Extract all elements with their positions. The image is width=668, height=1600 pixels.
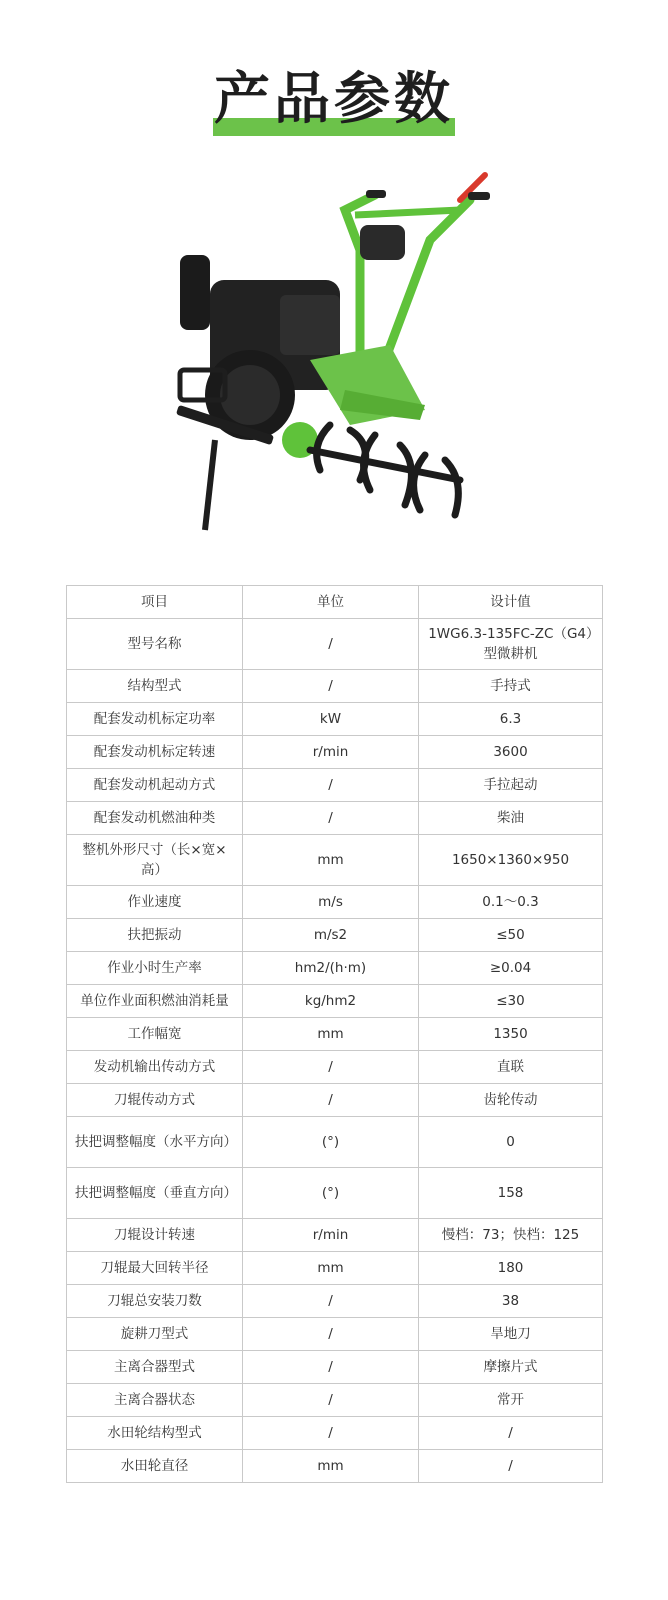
page-title: 产品参数 — [214, 67, 454, 132]
spec-item-cell: 作业速度 — [67, 886, 243, 919]
table-row — [67, 985, 603, 1018]
spec-table — [66, 585, 603, 1483]
spec-item-cell: 发动机输出传动方式 — [67, 1051, 243, 1084]
spec-unit-cell: (°) — [243, 1117, 419, 1168]
spec-value-cell: / — [419, 1417, 603, 1450]
spec-unit-cell: / — [243, 769, 419, 802]
spec-unit-cell: mm — [243, 1252, 419, 1285]
table-row — [67, 736, 603, 769]
spec-unit-cell: (°) — [243, 1168, 419, 1219]
spec-item-cell: 水田轮结构型式 — [67, 1417, 243, 1450]
spec-value-cell: 180 — [419, 1252, 603, 1285]
table-row — [67, 1219, 603, 1252]
spec-value-cell: 旱地刀 — [419, 1318, 603, 1351]
spec-item-cell: 扶把调整幅度（垂直方向） — [67, 1168, 243, 1219]
table-row — [67, 1051, 603, 1084]
spec-value-cell: 摩擦片式 — [419, 1351, 603, 1384]
spec-unit-cell: kW — [243, 703, 419, 736]
table-row — [67, 1318, 603, 1351]
spec-value-cell: / — [419, 1450, 603, 1483]
spec-unit-cell: / — [243, 670, 419, 703]
spec-value-cell: 设计值 — [419, 586, 603, 619]
spec-item-cell: 单位作业面积燃油消耗量 — [67, 985, 243, 1018]
spec-value-cell: 38 — [419, 1285, 603, 1318]
spec-item-cell: 配套发动机标定转速 — [67, 736, 243, 769]
spec-value-cell: 0.1～0.3 — [419, 886, 603, 919]
spec-item-cell: 主离合器状态 — [67, 1384, 243, 1417]
table-row — [67, 1285, 603, 1318]
spec-unit-cell: mm — [243, 1018, 419, 1051]
spec-table-body — [67, 586, 603, 1483]
table-row — [67, 835, 603, 886]
table-row — [67, 919, 603, 952]
spec-value-cell: 6.3 — [419, 703, 603, 736]
table-row — [67, 1417, 603, 1450]
spec-unit-cell: r/min — [243, 1219, 419, 1252]
spec-item-cell: 配套发动机燃油种类 — [67, 802, 243, 835]
spec-item-cell: 旋耕刀型式 — [67, 1318, 243, 1351]
table-row — [67, 1018, 603, 1051]
spec-unit-cell: m/s — [243, 886, 419, 919]
spec-unit-cell: / — [243, 619, 419, 670]
table-row — [67, 619, 603, 670]
spec-value-cell: 1350 — [419, 1018, 603, 1051]
table-row — [67, 670, 603, 703]
spec-unit-cell: / — [243, 1318, 419, 1351]
spec-value-cell: 手持式 — [419, 670, 603, 703]
spec-value-cell: ≤30 — [419, 985, 603, 1018]
spec-item-cell: 配套发动机起动方式 — [67, 769, 243, 802]
spec-value-cell: 慢档：73；快档：125 — [419, 1219, 603, 1252]
table-row — [67, 1084, 603, 1117]
spec-value-cell: 齿轮传动 — [419, 1084, 603, 1117]
spec-item-cell: 刀辊传动方式 — [67, 1084, 243, 1117]
spec-item-cell: 刀辊设计转速 — [67, 1219, 243, 1252]
spec-unit-cell: mm — [243, 835, 419, 886]
spec-unit-cell: / — [243, 802, 419, 835]
table-header-row — [67, 586, 603, 619]
spec-item-cell: 刀辊总安装刀数 — [67, 1285, 243, 1318]
table-row — [67, 1450, 603, 1483]
spec-value-cell: ≤50 — [419, 919, 603, 952]
spec-unit-cell: r/min — [243, 736, 419, 769]
table-row — [67, 802, 603, 835]
spec-unit-cell: hm2/(h·m) — [243, 952, 419, 985]
spec-unit-cell: / — [243, 1384, 419, 1417]
table-row — [67, 1117, 603, 1168]
spec-value-cell: 直联 — [419, 1051, 603, 1084]
spec-unit-cell: / — [243, 1351, 419, 1384]
table-row — [67, 1252, 603, 1285]
product-image — [170, 170, 500, 550]
spec-unit-cell: / — [243, 1285, 419, 1318]
spec-unit-cell: / — [243, 1417, 419, 1450]
spec-item-cell: 作业小时生产率 — [67, 952, 243, 985]
spec-value-cell: 158 — [419, 1168, 603, 1219]
spec-unit-cell: kg/hm2 — [243, 985, 419, 1018]
spec-value-cell: 3600 — [419, 736, 603, 769]
spec-unit-cell: m/s2 — [243, 919, 419, 952]
spec-item-cell: 扶把调整幅度（水平方向） — [67, 1117, 243, 1168]
table-row — [67, 952, 603, 985]
spec-item-cell: 型号名称 — [67, 619, 243, 670]
table-row — [67, 769, 603, 802]
spec-value-cell: 1WG6.3-135FC-ZC（G4）型微耕机 — [419, 619, 603, 670]
table-row — [67, 1384, 603, 1417]
spec-item-cell: 扶把振动 — [67, 919, 243, 952]
page-header — [0, 68, 668, 138]
spec-unit-cell: 单位 — [243, 586, 419, 619]
spec-unit-cell: mm — [243, 1450, 419, 1483]
spec-item-cell: 工作幅宽 — [67, 1018, 243, 1051]
spec-value-cell: ≥0.04 — [419, 952, 603, 985]
spec-item-cell: 项目 — [67, 586, 243, 619]
spec-item-cell: 整机外形尺寸（长×宽×高） — [67, 835, 243, 886]
spec-item-cell: 刀辊最大回转半径 — [67, 1252, 243, 1285]
table-row — [67, 886, 603, 919]
table-row — [67, 1168, 603, 1219]
spec-value-cell: 1650×1360×950 — [419, 835, 603, 886]
spec-value-cell: 手拉起动 — [419, 769, 603, 802]
spec-item-cell: 主离合器型式 — [67, 1351, 243, 1384]
spec-unit-cell: / — [243, 1051, 419, 1084]
spec-value-cell: 0 — [419, 1117, 603, 1168]
spec-value-cell: 常开 — [419, 1384, 603, 1417]
spec-item-cell: 结构型式 — [67, 670, 243, 703]
table-row — [67, 703, 603, 736]
spec-item-cell: 配套发动机标定功率 — [67, 703, 243, 736]
spec-unit-cell: / — [243, 1084, 419, 1117]
spec-value-cell: 柴油 — [419, 802, 603, 835]
spec-item-cell: 水田轮直径 — [67, 1450, 243, 1483]
table-row — [67, 1351, 603, 1384]
